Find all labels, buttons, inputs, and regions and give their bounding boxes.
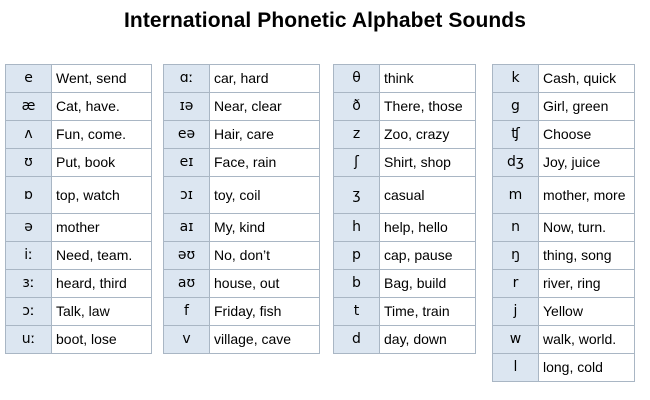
- example-words: car, hard: [210, 65, 320, 93]
- example-words: toy, coil: [210, 177, 320, 214]
- ipa-symbol: dʒ: [493, 149, 539, 177]
- table-row: [334, 65, 476, 93]
- table-row: [6, 298, 152, 326]
- table-row: [164, 326, 320, 354]
- table-row: [493, 326, 635, 354]
- ipa-symbol: ɔɪ: [164, 177, 210, 214]
- ipa-symbol: g: [493, 93, 539, 121]
- ipa-symbol: w: [493, 326, 539, 354]
- table-row: [164, 214, 320, 242]
- table-row: [493, 93, 635, 121]
- ipa-symbol: p: [334, 242, 380, 270]
- ipa-symbol: r: [493, 270, 539, 298]
- ipa-symbol: k: [493, 65, 539, 93]
- ipa-symbol: aʊ: [164, 270, 210, 298]
- table-row: [164, 149, 320, 177]
- example-words: day, down: [380, 326, 476, 354]
- example-words: mother, more: [539, 177, 635, 214]
- example-words: Face, rain: [210, 149, 320, 177]
- table-row: [6, 326, 152, 354]
- table-row: [493, 121, 635, 149]
- table-row: [493, 214, 635, 242]
- example-words: walk, world.: [539, 326, 635, 354]
- example-words: Shirt, shop: [380, 149, 476, 177]
- table-row: [6, 121, 152, 149]
- example-words: Near, clear: [210, 93, 320, 121]
- ipa-symbol: d: [334, 326, 380, 354]
- ipa-symbol: ŋ: [493, 242, 539, 270]
- ipa-symbol: h: [334, 214, 380, 242]
- example-words: cap, pause: [380, 242, 476, 270]
- ipa-table-column-3: [333, 64, 476, 354]
- ipa-symbol: ð: [334, 93, 380, 121]
- ipa-symbol: m: [493, 177, 539, 214]
- ipa-symbol: v: [164, 326, 210, 354]
- example-words: mother: [52, 214, 152, 242]
- example-words: river, ring: [539, 270, 635, 298]
- ipa-symbol: ʃ: [334, 149, 380, 177]
- table-row: [493, 177, 635, 214]
- example-words: Bag, build: [380, 270, 476, 298]
- ipa-table-column-4: [492, 64, 635, 382]
- table-row: [164, 270, 320, 298]
- table-row: [6, 214, 152, 242]
- table-row: [6, 270, 152, 298]
- table-row: [334, 298, 476, 326]
- ipa-symbol: uː: [6, 326, 52, 354]
- table-row: [493, 149, 635, 177]
- ipa-symbol: e: [6, 65, 52, 93]
- example-words: No, don’t: [210, 242, 320, 270]
- ipa-symbol: b: [334, 270, 380, 298]
- ipa-symbol: aɪ: [164, 214, 210, 242]
- example-words: long, cold: [539, 354, 635, 382]
- example-words: Joy, juice: [539, 149, 635, 177]
- table-row: [334, 177, 476, 214]
- table-row: [334, 121, 476, 149]
- example-words: help, hello: [380, 214, 476, 242]
- example-words: Put, book: [52, 149, 152, 177]
- example-words: heard, third: [52, 270, 152, 298]
- example-words: Talk, law: [52, 298, 152, 326]
- table-row: [334, 242, 476, 270]
- ipa-symbol: ɪə: [164, 93, 210, 121]
- ipa-symbol: f: [164, 298, 210, 326]
- ipa-symbol: ɑː: [164, 65, 210, 93]
- table-row: [493, 65, 635, 93]
- example-words: Girl, green: [539, 93, 635, 121]
- page-title: International Phonetic Alphabet Sounds: [123, 9, 527, 32]
- example-words: boot, lose: [52, 326, 152, 354]
- example-words: Friday, fish: [210, 298, 320, 326]
- table-row: [164, 242, 320, 270]
- ipa-symbol: ɒ: [6, 177, 52, 214]
- example-words: thing, song: [539, 242, 635, 270]
- example-words: Need, team.: [52, 242, 152, 270]
- example-words: Cat, have.: [52, 93, 152, 121]
- table-row: [6, 242, 152, 270]
- ipa-symbol: t: [334, 298, 380, 326]
- table-row: [6, 149, 152, 177]
- example-words: Fun, come.: [52, 121, 152, 149]
- table-row: [6, 65, 152, 93]
- example-words: Now, turn.: [539, 214, 635, 242]
- ipa-symbol: ə: [6, 214, 52, 242]
- ipa-symbol: æ: [6, 93, 52, 121]
- table-row: [164, 65, 320, 93]
- ipa-symbol: eə: [164, 121, 210, 149]
- example-words: top, watch: [52, 177, 152, 214]
- ipa-symbol: l: [493, 354, 539, 382]
- ipa-symbol: ʒ: [334, 177, 380, 214]
- example-words: house, out: [210, 270, 320, 298]
- ipa-symbol: ʊ: [6, 149, 52, 177]
- table-row: [334, 214, 476, 242]
- table-row: [164, 93, 320, 121]
- example-words: There, those: [380, 93, 476, 121]
- example-words: think: [380, 65, 476, 93]
- ipa-symbol: ɜː: [6, 270, 52, 298]
- table-row: [164, 177, 320, 214]
- ipa-table-column-1: [5, 64, 152, 354]
- ipa-table-column-2: [163, 64, 320, 354]
- example-words: village, cave: [210, 326, 320, 354]
- table-row: [493, 298, 635, 326]
- table-row: [6, 177, 152, 214]
- example-words: Choose: [539, 121, 635, 149]
- table-row: [493, 270, 635, 298]
- table-row: [334, 270, 476, 298]
- ipa-symbol: ʧ: [493, 121, 539, 149]
- table-row: [164, 298, 320, 326]
- example-words: Zoo, crazy: [380, 121, 476, 149]
- example-words: Hair, care: [210, 121, 320, 149]
- table-row: [493, 242, 635, 270]
- ipa-symbol: z: [334, 121, 380, 149]
- ipa-symbol: ɔː: [6, 298, 52, 326]
- ipa-symbol: iː: [6, 242, 52, 270]
- ipa-symbol: j: [493, 298, 539, 326]
- table-row: [334, 93, 476, 121]
- ipa-symbol: əʊ: [164, 242, 210, 270]
- table-row: [164, 121, 320, 149]
- ipa-symbol: eɪ: [164, 149, 210, 177]
- table-row: [6, 93, 152, 121]
- table-row: [334, 149, 476, 177]
- example-words: Yellow: [539, 298, 635, 326]
- example-words: casual: [380, 177, 476, 214]
- example-words: My, kind: [210, 214, 320, 242]
- example-words: Went, send: [52, 65, 152, 93]
- example-words: Time, train: [380, 298, 476, 326]
- ipa-symbol: ʌ: [6, 121, 52, 149]
- example-words: Cash, quick: [539, 65, 635, 93]
- table-row: [334, 326, 476, 354]
- table-row: [493, 354, 635, 382]
- ipa-symbol: θ: [334, 65, 380, 93]
- ipa-symbol: n: [493, 214, 539, 242]
